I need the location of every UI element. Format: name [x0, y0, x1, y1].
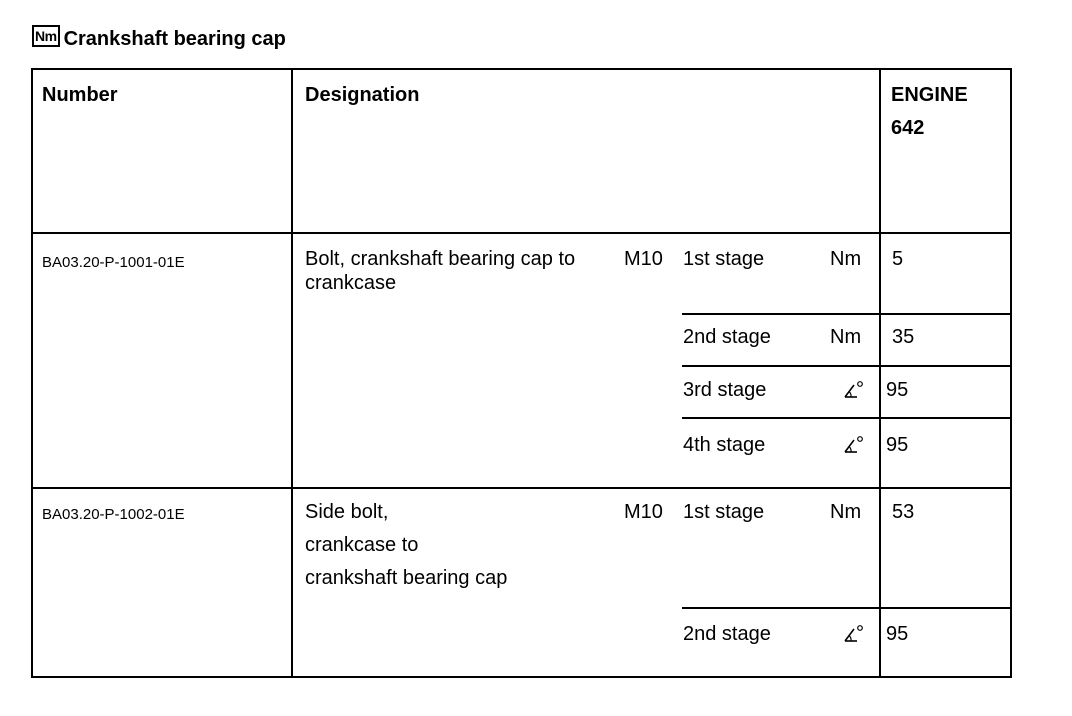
header-engine: ENGINE	[891, 84, 968, 106]
unit-nm: Nm	[830, 248, 862, 270]
column-divider	[291, 68, 293, 678]
designation-line: Side bolt,	[305, 501, 389, 523]
stage-divider	[682, 607, 1012, 609]
designation-line: crankcase	[305, 272, 397, 294]
stage-label: 1st stage	[683, 248, 765, 270]
torque-value: 5	[892, 248, 904, 270]
stage-label: 2nd stage	[683, 623, 771, 645]
torque-value: 53	[892, 501, 915, 523]
row-divider	[31, 232, 1012, 234]
stage-label: 2nd stage	[683, 326, 771, 348]
stage-label: 3rd stage	[683, 379, 767, 401]
angle-value: 95	[886, 623, 909, 645]
angle-degree-icon	[842, 378, 864, 402]
angle-degree-icon	[842, 622, 864, 646]
column-divider	[879, 68, 881, 678]
stage-divider	[682, 313, 1012, 315]
torque-table	[31, 68, 1012, 678]
header-designation: Designation	[305, 84, 420, 106]
torque-nm-icon: Nm	[32, 25, 60, 47]
stage-label: 1st stage	[683, 501, 765, 523]
designation-line: Bolt, crankshaft bearing cap to	[305, 248, 576, 270]
row-number: BA03.20-P-1001-01E	[42, 254, 185, 271]
designation-line: crankcase to	[305, 534, 419, 556]
designation-line: crankshaft bearing cap	[305, 567, 508, 589]
bolt-size: M10	[624, 501, 663, 523]
header-engine-model: 642	[891, 117, 925, 139]
row-number: BA03.20-P-1002-01E	[42, 506, 185, 523]
page-title: Crankshaft bearing cap	[63, 27, 286, 50]
stage-label: 4th stage	[683, 434, 766, 456]
bolt-size: M10	[624, 248, 663, 270]
header-number: Number	[42, 84, 118, 106]
unit-nm: Nm	[830, 326, 862, 348]
row-divider	[31, 487, 1012, 489]
torque-value: 35	[892, 326, 915, 348]
stage-divider	[682, 365, 1012, 367]
section-heading	[32, 24, 286, 54]
unit-nm: Nm	[830, 501, 862, 523]
angle-degree-icon	[842, 433, 864, 457]
stage-divider	[682, 417, 1012, 419]
angle-value: 95	[886, 379, 909, 401]
angle-value: 95	[886, 434, 909, 456]
